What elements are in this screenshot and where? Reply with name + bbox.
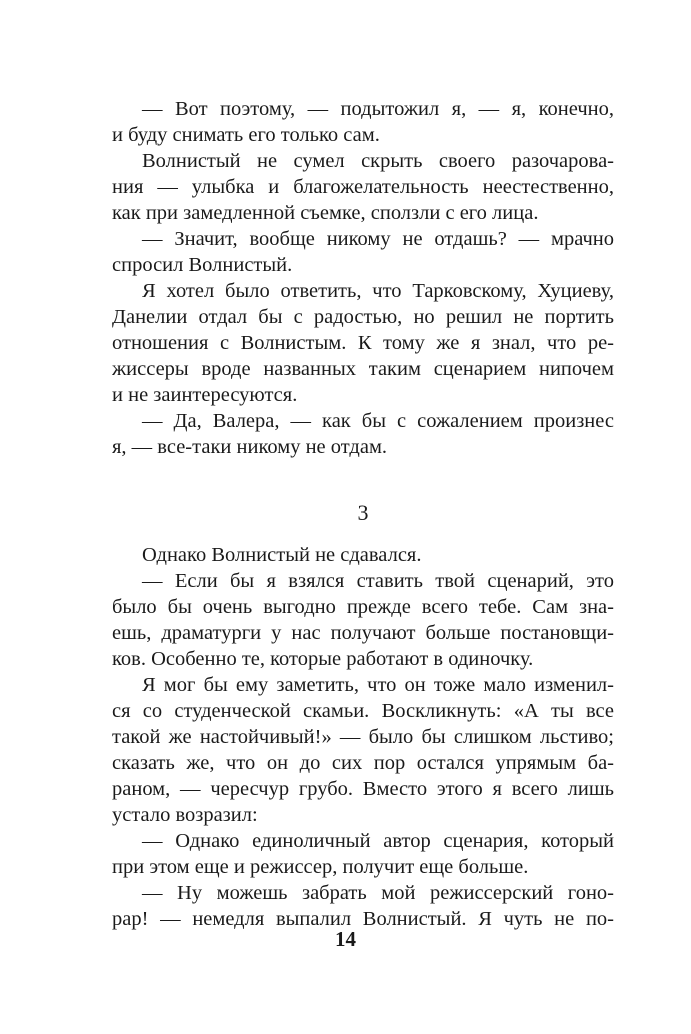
text-line: — Вот поэтому, — подытожил я, — я, конечно, [142,98,614,120]
text-line: Я мог бы ему заметить, что он тоже мало изменил- [142,674,614,696]
text-line: было бы очень выгодно прежде всего тебе. Сам зна- [112,596,614,618]
paragraph [112,226,614,278]
paragraph [112,148,614,226]
text-line: ков. Особенно те, которые работают в одиночку. [112,648,534,670]
paragraph [112,568,614,672]
text-line: и не заинтересуются. [112,384,298,406]
paragraph [112,542,614,568]
paragraph [112,672,614,828]
text-line: такой же настойчивый!» — было бы слишком льстиво; [112,726,614,748]
paragraph [112,96,614,148]
text-line: Волнистый не сумел скрыть своего разочарова- [142,150,614,172]
text-line: рар! — немедля выпалил Волнистый. Я чуть не по- [112,908,614,930]
text-line: ся со студенческой скамьи. Воскликнуть: «А ты все [112,700,614,722]
page-body [112,96,614,932]
text-line: Данелии отдал бы с радостью, но решил не портить [112,306,614,328]
text-line: — Значит, вообще никому не отдашь? — мрачно [142,228,614,250]
paragraph [112,408,614,460]
paragraph [112,828,614,880]
text-line: как при замедленной съемке, сползли с его лица. [112,202,539,224]
text-line: жиссеры вроде названных таким сценарием нипочем [112,358,614,380]
text-line: устало возразил: [112,804,258,826]
text-line: я, — все-таки никому не отдам. [112,436,388,458]
text-line: Однако Волнистый не сдавался. [142,544,422,566]
text-line: сказать же, что он до сих пор остался упрямым ба- [112,752,614,774]
paragraph [112,880,614,932]
text-line: отношения с Волнистым. К тому же я знал, что ре- [112,332,614,354]
text-line: при этом еще и режиссер, получит еще больше. [112,856,529,878]
text-line: спросил Волнистый. [112,254,293,276]
text-line: раном, — чересчур грубо. Вместо этого я всего лишь [112,778,614,800]
text-line: — Однако единоличный автор сценария, который [142,830,614,852]
text-line: — Если бы я взялся ставить твой сценарий, это [142,570,614,592]
paragraph [112,278,614,408]
text-line: — Ну можешь забрать мой режиссерский гоно- [142,882,614,904]
text-line: — Да, Валера, — как бы с сожалением произнес [142,410,614,432]
text-line: ешь, драматурги у нас получают больше постановщи- [112,622,614,644]
text-line: ния — улыбка и благожелательность неестественно, [112,176,614,198]
page-number: 14 [335,927,356,951]
chapter-heading: 3 [357,500,369,525]
text-line: и буду снимать его только сам. [112,124,380,146]
text-line: Я хотел было ответить, что Тарковскому, Хуциеву, [142,280,614,302]
